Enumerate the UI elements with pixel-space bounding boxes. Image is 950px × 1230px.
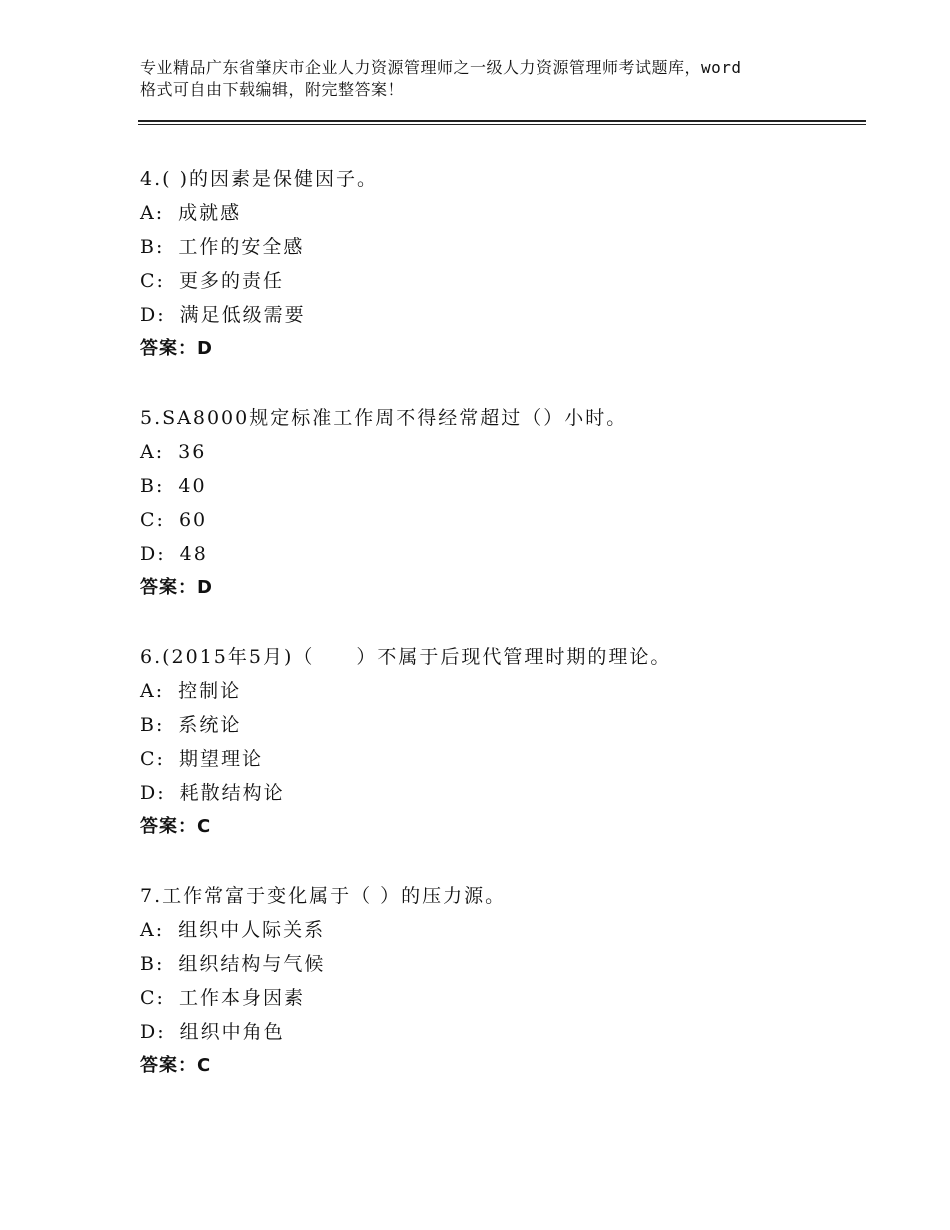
answer-label: 答案： [140, 338, 197, 359]
document-header [140, 57, 840, 101]
answer-label: 答案： [140, 1055, 197, 1076]
option-d [140, 298, 860, 332]
question-stem: 6.(2015年5月)（ ）不属于后现代管理时期的理论。 [140, 646, 672, 668]
answer-value: C [197, 816, 212, 837]
option-a [140, 435, 860, 469]
option-letter: B: [140, 236, 165, 258]
answer-line [140, 332, 860, 366]
option-a [140, 913, 860, 947]
question-7 [140, 879, 860, 1118]
option-text: 组织中人际关系 [178, 919, 326, 941]
option-text: 工作本身因素 [178, 987, 305, 1009]
option-c [140, 742, 860, 776]
option-text: 工作的安全感 [178, 236, 305, 258]
option-text: 更多的责任 [178, 270, 284, 292]
option-letter: C: [140, 987, 165, 1009]
header-line-1: 专业精品广东省肇庆市企业人力资源管理师之一级人力资源管理师考试题库，word [140, 58, 742, 77]
option-text: 期望理论 [178, 748, 263, 770]
question-stem: 5.SA8000规定标准工作周不得经常超过（）小时。 [140, 407, 628, 429]
answer-value: D [197, 338, 213, 359]
question-stem: 7.工作常富于变化属于（ ）的压力源。 [140, 885, 507, 907]
question-list [140, 162, 860, 1118]
question-4 [140, 162, 860, 401]
answer-line [140, 1049, 860, 1083]
option-text: 满足低级需要 [179, 304, 306, 326]
answer-line [140, 810, 860, 844]
option-letter: D: [140, 543, 166, 565]
option-text: 系统论 [178, 714, 242, 736]
option-text: 48 [179, 543, 208, 565]
option-c [140, 264, 860, 298]
option-letter: C: [140, 270, 165, 292]
option-letter: D: [140, 1021, 166, 1043]
answer-label: 答案： [140, 816, 197, 837]
answer-line [140, 571, 860, 605]
option-letter: D: [140, 782, 166, 804]
option-b [140, 469, 860, 503]
option-letter: A: [140, 441, 165, 463]
option-letter: A: [140, 919, 165, 941]
question-6 [140, 640, 860, 879]
question-5 [140, 401, 860, 640]
option-text: 控制论 [178, 680, 242, 702]
answer-value: C [197, 1055, 212, 1076]
option-a [140, 674, 860, 708]
option-letter: B: [140, 953, 165, 975]
option-letter: B: [140, 475, 165, 497]
option-letter: C: [140, 748, 165, 770]
option-text: 成就感 [178, 202, 242, 224]
header-line-2: 格式可自由下载编辑，附完整答案！ [140, 80, 405, 99]
option-letter: D: [140, 304, 166, 326]
option-text: 40 [178, 475, 207, 497]
option-b [140, 230, 860, 264]
option-b [140, 947, 860, 981]
header-divider-thin [138, 124, 866, 125]
option-d [140, 776, 860, 810]
answer-value: D [197, 577, 213, 598]
option-text: 组织中角色 [179, 1021, 285, 1043]
option-b [140, 708, 860, 742]
option-a [140, 196, 860, 230]
option-letter: A: [140, 680, 165, 702]
question-stem: 4.( )的因素是保健因子。 [140, 168, 378, 190]
option-d [140, 537, 860, 571]
option-text: 组织结构与气候 [178, 953, 326, 975]
option-text: 36 [178, 441, 207, 463]
header-divider-thick [138, 120, 866, 122]
option-c [140, 981, 860, 1015]
option-d [140, 1015, 860, 1049]
option-text: 60 [178, 509, 208, 531]
option-letter: B: [140, 714, 165, 736]
option-letter: C: [140, 509, 165, 531]
option-letter: A: [140, 202, 165, 224]
option-c [140, 503, 860, 537]
option-text: 耗散结构论 [179, 782, 285, 804]
answer-label: 答案： [140, 577, 197, 598]
